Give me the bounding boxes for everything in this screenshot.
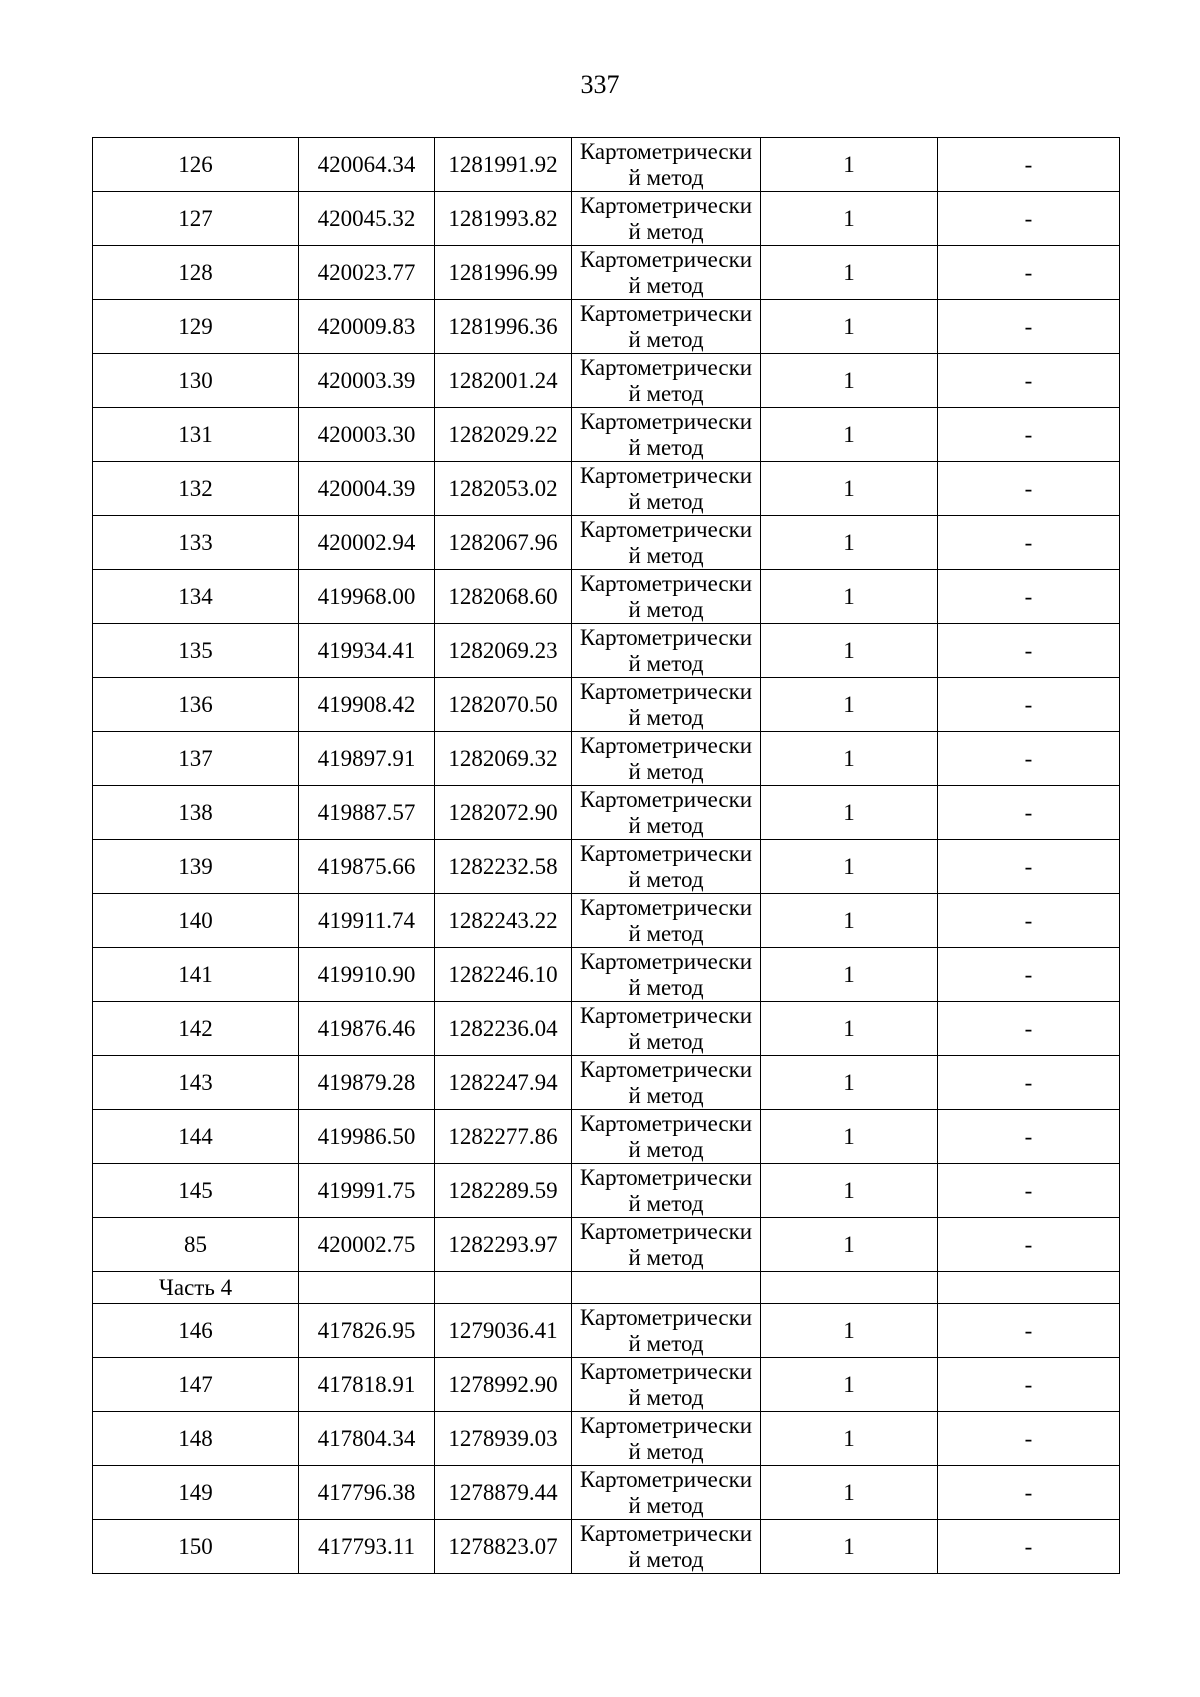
table-row <box>93 1110 1120 1164</box>
table-row <box>93 1304 1120 1358</box>
note-cell: - <box>938 1218 1120 1272</box>
method-cell <box>572 1358 761 1412</box>
method-cell <box>572 894 761 948</box>
y-coordinate-cell: 1282247.94 <box>435 1056 572 1110</box>
y-coordinate-cell: 1282070.50 <box>435 678 572 732</box>
y-coordinate-cell: 1282246.10 <box>435 948 572 1002</box>
y-coordinate-cell: 1282069.32 <box>435 732 572 786</box>
x-coordinate-cell: 419876.46 <box>299 1002 435 1056</box>
table-row <box>93 1466 1120 1520</box>
method-text: Картометрический метод <box>579 138 753 190</box>
point-number-cell: 134 <box>93 570 299 624</box>
point-number-cell: 126 <box>93 138 299 192</box>
y-coordinate-cell: 1281991.92 <box>435 138 572 192</box>
accuracy-cell: 1 <box>761 894 938 948</box>
x-coordinate-cell: 420009.83 <box>299 300 435 354</box>
method-cell <box>572 1218 761 1272</box>
method-text: Картометрический метод <box>579 1466 753 1518</box>
note-cell: - <box>938 1358 1120 1412</box>
empty-cell <box>299 1272 435 1304</box>
x-coordinate-cell: 417804.34 <box>299 1412 435 1466</box>
table-row <box>93 948 1120 1002</box>
table-row <box>93 732 1120 786</box>
point-number-cell: 132 <box>93 462 299 516</box>
coordinates-table-body <box>93 138 1120 1574</box>
accuracy-cell: 1 <box>761 408 938 462</box>
method-text: Картометрический метод <box>579 678 753 730</box>
accuracy-cell: 1 <box>761 1056 938 1110</box>
point-number-cell: 139 <box>93 840 299 894</box>
method-cell <box>572 1164 761 1218</box>
accuracy-cell: 1 <box>761 516 938 570</box>
note-cell: - <box>938 138 1120 192</box>
point-number-cell: 144 <box>93 1110 299 1164</box>
x-coordinate-cell: 417796.38 <box>299 1466 435 1520</box>
accuracy-cell: 1 <box>761 786 938 840</box>
note-cell: - <box>938 1520 1120 1574</box>
y-coordinate-cell: 1282067.96 <box>435 516 572 570</box>
method-cell <box>572 462 761 516</box>
y-coordinate-cell: 1282232.58 <box>435 840 572 894</box>
accuracy-cell: 1 <box>761 1218 938 1272</box>
point-number-cell: 140 <box>93 894 299 948</box>
table-row <box>93 1002 1120 1056</box>
x-coordinate-cell: 417826.95 <box>299 1304 435 1358</box>
table-row <box>93 1358 1120 1412</box>
method-cell <box>572 678 761 732</box>
y-coordinate-cell: 1282243.22 <box>435 894 572 948</box>
x-coordinate-cell: 419934.41 <box>299 624 435 678</box>
x-coordinate-cell: 417793.11 <box>299 1520 435 1574</box>
method-cell <box>572 948 761 1002</box>
y-coordinate-cell: 1281993.82 <box>435 192 572 246</box>
method-text: Картометрический метод <box>579 408 753 460</box>
method-cell <box>572 354 761 408</box>
accuracy-cell: 1 <box>761 1002 938 1056</box>
point-number-cell: 149 <box>93 1466 299 1520</box>
y-coordinate-cell: 1281996.36 <box>435 300 572 354</box>
note-cell: - <box>938 1164 1120 1218</box>
method-cell <box>572 192 761 246</box>
y-coordinate-cell: 1278823.07 <box>435 1520 572 1574</box>
method-cell <box>572 1520 761 1574</box>
method-cell <box>572 408 761 462</box>
method-text: Картометрический метод <box>579 300 753 352</box>
accuracy-cell: 1 <box>761 1412 938 1466</box>
table-row <box>93 300 1120 354</box>
accuracy-cell: 1 <box>761 1164 938 1218</box>
method-cell <box>572 1056 761 1110</box>
x-coordinate-cell: 419910.90 <box>299 948 435 1002</box>
point-number-cell: 138 <box>93 786 299 840</box>
accuracy-cell: 1 <box>761 1358 938 1412</box>
x-coordinate-cell: 419908.42 <box>299 678 435 732</box>
accuracy-cell: 1 <box>761 354 938 408</box>
method-text: Картометрический метод <box>579 516 753 568</box>
y-coordinate-cell: 1278879.44 <box>435 1466 572 1520</box>
table-row <box>93 678 1120 732</box>
accuracy-cell: 1 <box>761 624 938 678</box>
point-number-cell: 143 <box>93 1056 299 1110</box>
x-coordinate-cell: 420004.39 <box>299 462 435 516</box>
point-number-cell: 128 <box>93 246 299 300</box>
table-row <box>93 1164 1120 1218</box>
method-text: Картометрический метод <box>579 1218 753 1270</box>
note-cell: - <box>938 894 1120 948</box>
table-row <box>93 1412 1120 1466</box>
method-text: Картометрический метод <box>579 624 753 676</box>
note-cell: - <box>938 732 1120 786</box>
method-text: Картометрический метод <box>579 1304 753 1356</box>
y-coordinate-cell: 1282068.60 <box>435 570 572 624</box>
y-coordinate-cell: 1282236.04 <box>435 1002 572 1056</box>
x-coordinate-cell: 419879.28 <box>299 1056 435 1110</box>
point-number-cell: 148 <box>93 1412 299 1466</box>
table-row <box>93 840 1120 894</box>
method-text: Картометрический метод <box>579 1002 753 1054</box>
x-coordinate-cell: 419968.00 <box>299 570 435 624</box>
y-coordinate-cell: 1282053.02 <box>435 462 572 516</box>
method-cell <box>572 1412 761 1466</box>
x-coordinate-cell: 420003.39 <box>299 354 435 408</box>
accuracy-cell: 1 <box>761 570 938 624</box>
table-row <box>93 354 1120 408</box>
accuracy-cell: 1 <box>761 1304 938 1358</box>
method-text: Картометрический метод <box>579 1164 753 1216</box>
method-cell <box>572 1304 761 1358</box>
coordinates-table <box>92 137 1120 1574</box>
y-coordinate-cell: 1282069.23 <box>435 624 572 678</box>
note-cell: - <box>938 354 1120 408</box>
point-number-cell: 150 <box>93 1520 299 1574</box>
x-coordinate-cell: 419986.50 <box>299 1110 435 1164</box>
note-cell: - <box>938 948 1120 1002</box>
method-cell <box>572 840 761 894</box>
point-number-cell: 136 <box>93 678 299 732</box>
point-number-cell: 141 <box>93 948 299 1002</box>
y-coordinate-cell: 1279036.41 <box>435 1304 572 1358</box>
y-coordinate-cell: 1281996.99 <box>435 246 572 300</box>
x-coordinate-cell: 420045.32 <box>299 192 435 246</box>
method-cell <box>572 624 761 678</box>
empty-cell <box>938 1272 1120 1304</box>
point-number-cell: 127 <box>93 192 299 246</box>
method-cell <box>572 1002 761 1056</box>
y-coordinate-cell: 1282289.59 <box>435 1164 572 1218</box>
method-cell <box>572 246 761 300</box>
y-coordinate-cell: 1282072.90 <box>435 786 572 840</box>
method-text: Картометрический метод <box>579 192 753 244</box>
table-row <box>93 1520 1120 1574</box>
method-cell <box>572 732 761 786</box>
method-cell <box>572 1466 761 1520</box>
method-text: Картометрический метод <box>579 1358 753 1410</box>
note-cell: - <box>938 408 1120 462</box>
point-number-cell: 85 <box>93 1218 299 1272</box>
x-coordinate-cell: 420023.77 <box>299 246 435 300</box>
note-cell: - <box>938 1056 1120 1110</box>
point-number-cell: 145 <box>93 1164 299 1218</box>
accuracy-cell: 1 <box>761 732 938 786</box>
table-row <box>93 246 1120 300</box>
y-coordinate-cell: 1278939.03 <box>435 1412 572 1466</box>
point-number-cell: 131 <box>93 408 299 462</box>
method-text: Картометрический метод <box>579 570 753 622</box>
method-cell <box>572 138 761 192</box>
accuracy-cell: 1 <box>761 462 938 516</box>
x-coordinate-cell: 420002.75 <box>299 1218 435 1272</box>
point-number-cell: 137 <box>93 732 299 786</box>
y-coordinate-cell: 1278992.90 <box>435 1358 572 1412</box>
method-cell <box>572 570 761 624</box>
method-text: Картометрический метод <box>579 786 753 838</box>
method-text: Картометрический метод <box>579 246 753 298</box>
x-coordinate-cell: 419875.66 <box>299 840 435 894</box>
x-coordinate-cell: 419911.74 <box>299 894 435 948</box>
empty-cell <box>572 1272 761 1304</box>
table-row <box>93 192 1120 246</box>
accuracy-cell: 1 <box>761 1520 938 1574</box>
note-cell: - <box>938 840 1120 894</box>
note-cell: - <box>938 624 1120 678</box>
point-number-cell: 130 <box>93 354 299 408</box>
accuracy-cell: 1 <box>761 948 938 1002</box>
note-cell: - <box>938 192 1120 246</box>
accuracy-cell: 1 <box>761 840 938 894</box>
note-cell: - <box>938 246 1120 300</box>
x-coordinate-cell: 420064.34 <box>299 138 435 192</box>
y-coordinate-cell: 1282029.22 <box>435 408 572 462</box>
note-cell: - <box>938 300 1120 354</box>
note-cell: - <box>938 1412 1120 1466</box>
method-cell <box>572 786 761 840</box>
note-cell: - <box>938 462 1120 516</box>
point-number-cell: 147 <box>93 1358 299 1412</box>
x-coordinate-cell: 420002.94 <box>299 516 435 570</box>
table-row <box>93 894 1120 948</box>
note-cell: - <box>938 678 1120 732</box>
note-cell: - <box>938 570 1120 624</box>
method-text: Картометрический метод <box>579 354 753 406</box>
table-row <box>93 138 1120 192</box>
empty-cell <box>435 1272 572 1304</box>
table-row <box>93 624 1120 678</box>
point-number-cell: 135 <box>93 624 299 678</box>
page-number: 337 <box>580 70 620 99</box>
point-number-cell: 129 <box>93 300 299 354</box>
method-text: Картометрический метод <box>579 840 753 892</box>
note-cell: - <box>938 1466 1120 1520</box>
table-row <box>93 1056 1120 1110</box>
x-coordinate-cell: 419897.91 <box>299 732 435 786</box>
accuracy-cell: 1 <box>761 1466 938 1520</box>
table-row <box>93 786 1120 840</box>
accuracy-cell: 1 <box>761 678 938 732</box>
x-coordinate-cell: 419887.57 <box>299 786 435 840</box>
accuracy-cell: 1 <box>761 246 938 300</box>
method-text: Картометрический метод <box>579 1520 753 1572</box>
method-text: Картометрический метод <box>579 1412 753 1464</box>
accuracy-cell: 1 <box>761 192 938 246</box>
method-cell <box>572 1110 761 1164</box>
table-row <box>93 1218 1120 1272</box>
x-coordinate-cell: 417818.91 <box>299 1358 435 1412</box>
point-number-cell: 133 <box>93 516 299 570</box>
method-text: Картометрический метод <box>579 1110 753 1162</box>
x-coordinate-cell: 420003.30 <box>299 408 435 462</box>
note-cell: - <box>938 786 1120 840</box>
x-coordinate-cell: 419991.75 <box>299 1164 435 1218</box>
table-row <box>93 462 1120 516</box>
section-label: Часть 4 <box>93 1272 299 1304</box>
point-number-cell: 142 <box>93 1002 299 1056</box>
method-text: Картометрический метод <box>579 1056 753 1108</box>
point-number-cell: 146 <box>93 1304 299 1358</box>
note-cell: - <box>938 516 1120 570</box>
note-cell: - <box>938 1304 1120 1358</box>
section-row <box>93 1272 1120 1304</box>
y-coordinate-cell: 1282001.24 <box>435 354 572 408</box>
accuracy-cell: 1 <box>761 138 938 192</box>
empty-cell <box>761 1272 938 1304</box>
method-text: Картометрический метод <box>579 732 753 784</box>
method-text: Картометрический метод <box>579 948 753 1000</box>
method-cell <box>572 516 761 570</box>
y-coordinate-cell: 1282277.86 <box>435 1110 572 1164</box>
accuracy-cell: 1 <box>761 300 938 354</box>
method-text: Картометрический метод <box>579 894 753 946</box>
note-cell: - <box>938 1002 1120 1056</box>
method-text: Картометрический метод <box>579 462 753 514</box>
method-cell <box>572 300 761 354</box>
accuracy-cell: 1 <box>761 1110 938 1164</box>
table-row <box>93 408 1120 462</box>
table-row <box>93 516 1120 570</box>
y-coordinate-cell: 1282293.97 <box>435 1218 572 1272</box>
table-row <box>93 570 1120 624</box>
note-cell: - <box>938 1110 1120 1164</box>
